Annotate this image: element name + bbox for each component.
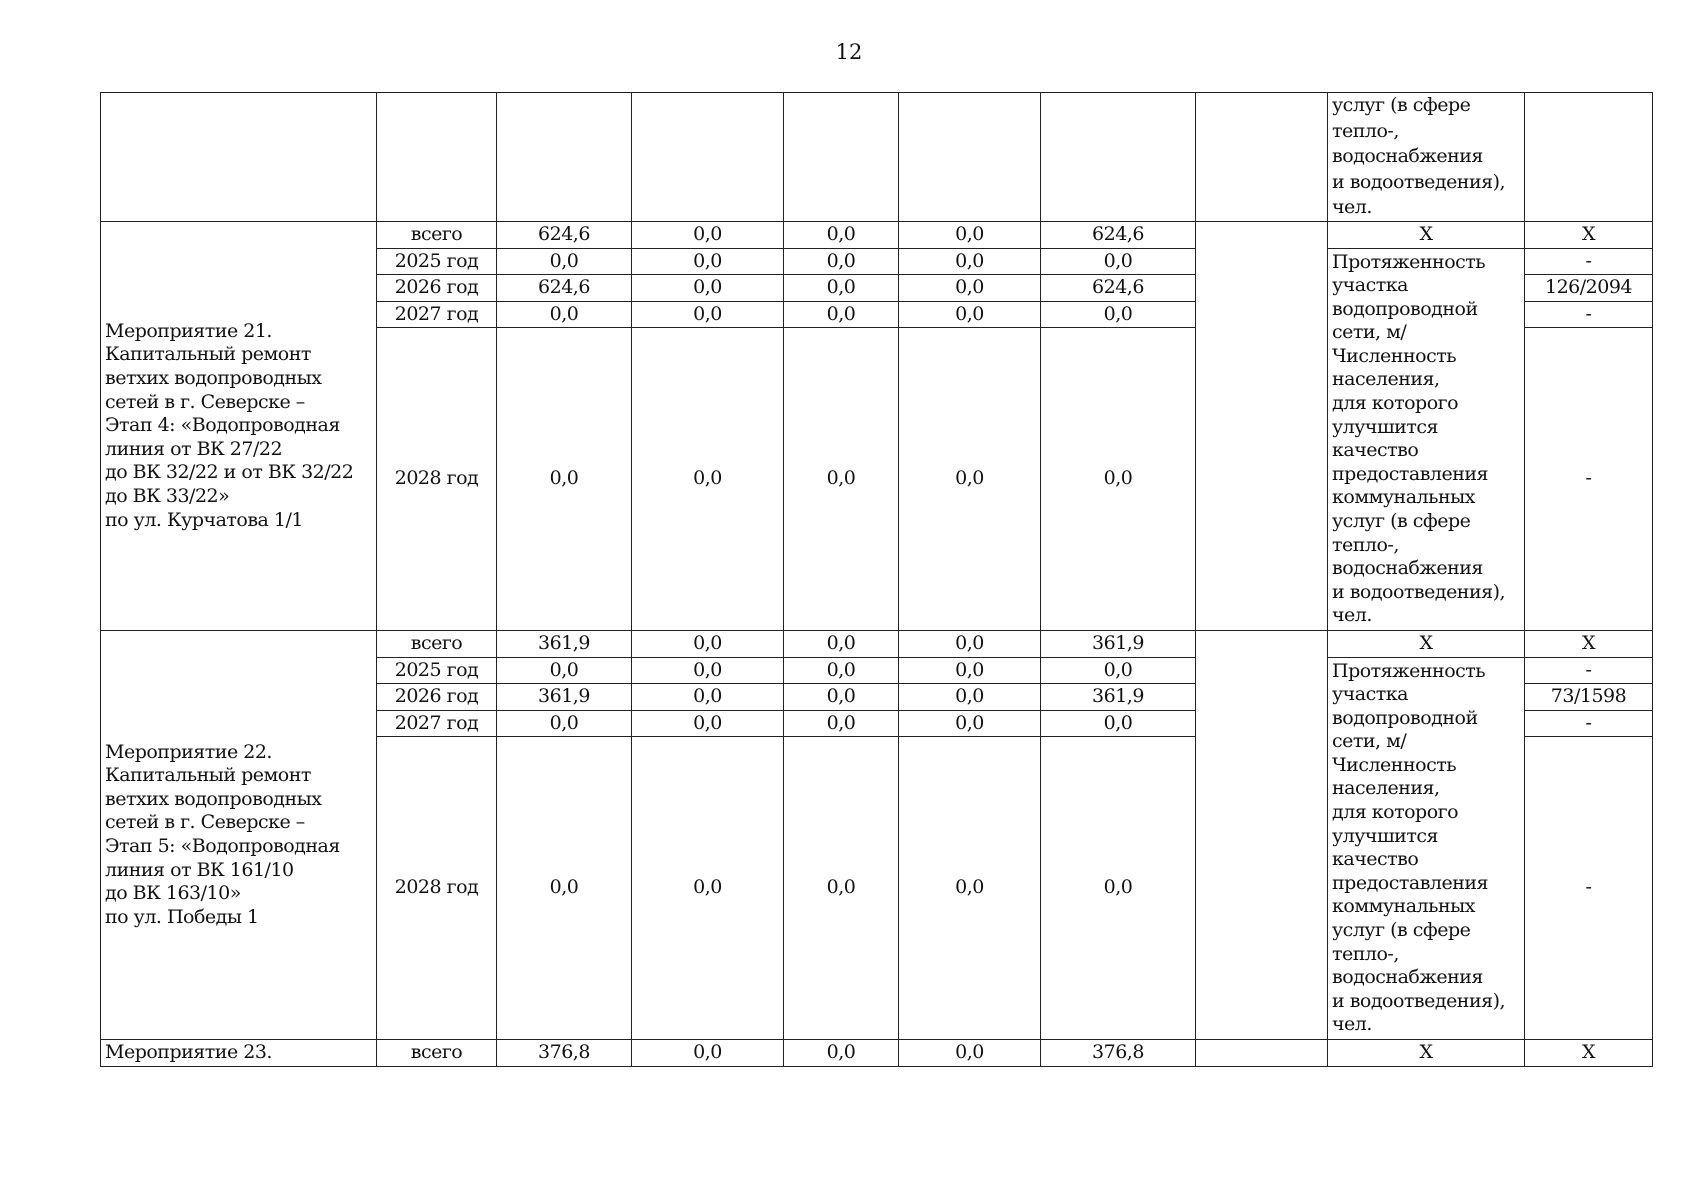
empty-cell (1525, 93, 1653, 222)
amount-cell: 0,0 (899, 684, 1041, 711)
amount-cell: 0,0 (784, 222, 899, 249)
indicator-value: Х (1525, 631, 1653, 658)
amount-cell: 0,0 (632, 248, 784, 275)
amount-cell: 0,0 (899, 737, 1041, 1040)
amount-cell: 0,0 (784, 631, 899, 658)
table-row (101, 93, 1653, 222)
amount-cell: 0,0 (1041, 710, 1196, 737)
indicator-value: - (1525, 657, 1653, 684)
period-cell: 2025 год (377, 657, 497, 684)
amount-cell: 0,0 (497, 737, 632, 1040)
amount-cell: 0,0 (632, 737, 784, 1040)
event-title: Мероприятие 21. Капитальный ремонт ветхих водопроводных сетей в г. Северске – Этап 4: «Водопроводная линия от ВК 27/22 до ВК 32/22 и от ВК 32/22 до ВК 33/22» по ул. Курчатова 1/1 (101, 222, 377, 631)
amount-cell: 0,0 (784, 684, 899, 711)
amount-cell: 0,0 (899, 1040, 1041, 1067)
page-number: 12 (835, 40, 863, 64)
amount-cell: 624,6 (1041, 275, 1196, 302)
amount-cell: 361,9 (1041, 631, 1196, 658)
empty-cell (899, 93, 1041, 222)
empty-cell (101, 93, 377, 222)
amount-cell: 0,0 (899, 301, 1041, 328)
indicator-value: Х (1525, 222, 1653, 249)
amount-cell: 0,0 (899, 710, 1041, 737)
amount-cell: 361,9 (497, 684, 632, 711)
empty-cell (497, 93, 632, 222)
indicator-value: - (1525, 737, 1653, 1040)
amount-cell: 376,8 (497, 1040, 632, 1067)
table-row (101, 222, 1653, 249)
indicator-value: - (1525, 328, 1653, 631)
indicator-value: 126/2094 (1525, 275, 1653, 302)
amount-cell: 0,0 (1041, 301, 1196, 328)
amount-cell: 0,0 (1041, 737, 1196, 1040)
amount-cell: 624,6 (497, 275, 632, 302)
amount-cell: 0,0 (784, 657, 899, 684)
amount-cell: 624,6 (1041, 222, 1196, 249)
amount-cell: 0,0 (899, 248, 1041, 275)
table-row (101, 1040, 1653, 1067)
indicator-total: Х (1328, 631, 1525, 658)
amount-cell: 0,0 (899, 222, 1041, 249)
period-cell: всего (377, 631, 497, 658)
amount-cell: 624,6 (497, 222, 632, 249)
amount-cell: 0,0 (497, 710, 632, 737)
period-cell: всего (377, 222, 497, 249)
amount-cell: 0,0 (632, 631, 784, 658)
table-body (101, 93, 1653, 1067)
amount-cell: 0,0 (1041, 657, 1196, 684)
indicator-cell: услуг (в сфере тепло-, водоснабжения и водоотведения), чел. (1328, 93, 1525, 222)
indicator-value: - (1525, 248, 1653, 275)
amount-cell: 0,0 (1041, 328, 1196, 631)
empty-cell (1196, 1040, 1328, 1067)
period-cell: 2027 год (377, 301, 497, 328)
period-cell: 2028 год (377, 328, 497, 631)
amount-cell: 0,0 (784, 275, 899, 302)
amount-cell: 361,9 (497, 631, 632, 658)
indicator-cell: Протяженность участка водопроводной сети, м/ Численность населения, для которого улучшится качество предоставления коммунальных услуг (в сфере тепло-, водоснабжения и водоотведения), чел. (1328, 657, 1525, 1040)
empty-cell (377, 93, 497, 222)
empty-cell (1196, 222, 1328, 631)
amount-cell: 0,0 (899, 275, 1041, 302)
table-row (101, 631, 1653, 658)
amount-cell: 0,0 (632, 657, 784, 684)
indicator-value: - (1525, 710, 1653, 737)
amount-cell: 0,0 (899, 631, 1041, 658)
amount-cell: 0,0 (784, 328, 899, 631)
empty-cell (784, 93, 899, 222)
amount-cell: 0,0 (632, 684, 784, 711)
amount-cell: 0,0 (497, 328, 632, 631)
amount-cell: 0,0 (899, 328, 1041, 631)
amount-cell: 0,0 (632, 301, 784, 328)
amount-cell: 0,0 (784, 710, 899, 737)
empty-cell (1196, 631, 1328, 1040)
event-title: Мероприятие 22. Капитальный ремонт ветхих водопроводных сетей в г. Северске – Этап 5: «Водопроводная линия от ВК 161/10 до ВК 163/10» по ул. Победы 1 (101, 631, 377, 1040)
period-cell: 2025 год (377, 248, 497, 275)
indicator-total: Х (1328, 1040, 1525, 1067)
amount-cell: 0,0 (784, 1040, 899, 1067)
period-cell: 2026 год (377, 275, 497, 302)
amount-cell: 361,9 (1041, 684, 1196, 711)
period-cell: 2026 год (377, 684, 497, 711)
indicator-value: 73/1598 (1525, 684, 1653, 711)
indicator-value: Х (1525, 1040, 1653, 1067)
amount-cell: 376,8 (1041, 1040, 1196, 1067)
amount-cell: 0,0 (784, 301, 899, 328)
amount-cell: 0,0 (632, 1040, 784, 1067)
indicator-value: - (1525, 301, 1653, 328)
period-cell: 2028 год (377, 737, 497, 1040)
amount-cell: 0,0 (497, 248, 632, 275)
period-cell: всего (377, 1040, 497, 1067)
empty-cell (1041, 93, 1196, 222)
event-title: Мероприятие 23. (101, 1040, 377, 1067)
indicator-total: Х (1328, 222, 1525, 249)
amount-cell: 0,0 (784, 248, 899, 275)
amount-cell: 0,0 (632, 275, 784, 302)
amount-cell: 0,0 (497, 657, 632, 684)
amount-cell: 0,0 (497, 301, 632, 328)
amount-cell: 0,0 (632, 710, 784, 737)
amount-cell: 0,0 (632, 328, 784, 631)
program-table (100, 92, 1653, 1067)
amount-cell: 0,0 (632, 222, 784, 249)
indicator-cell: Протяженность участка водопроводной сети, м/ Численность населения, для которого улучшится качество предоставления коммунальных услуг (в сфере тепло-, водоснабжения и водоотведения), чел. (1328, 248, 1525, 631)
amount-cell: 0,0 (784, 737, 899, 1040)
empty-cell (632, 93, 784, 222)
empty-cell (1196, 93, 1328, 222)
period-cell: 2027 год (377, 710, 497, 737)
amount-cell: 0,0 (899, 657, 1041, 684)
amount-cell: 0,0 (1041, 248, 1196, 275)
